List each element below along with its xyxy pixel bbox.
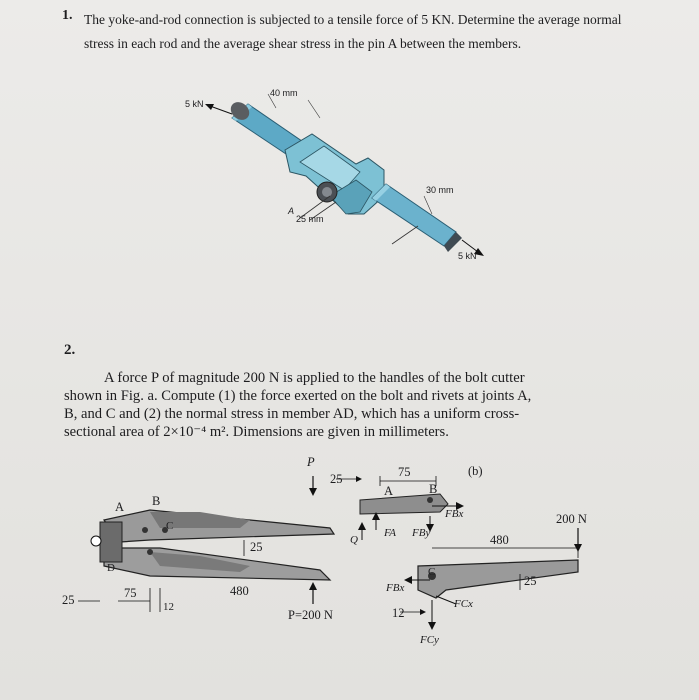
label-fa: FA	[384, 527, 397, 539]
problem-1-number: 1.	[62, 8, 73, 23]
label-force-left: 5 kN	[185, 99, 204, 109]
label-b-dim-25: 25	[330, 472, 343, 486]
lower-handle	[104, 548, 330, 580]
label-b-dim-480: 480	[490, 533, 509, 547]
fbd-lower-handle	[418, 560, 578, 598]
label-force-p: P	[307, 455, 315, 469]
upper-handle	[104, 510, 334, 542]
label-joint-b: B	[152, 494, 161, 508]
label-joint-c: C	[166, 520, 174, 532]
fbd-upper-jaw	[360, 494, 448, 514]
label-dim-75: 75	[124, 586, 137, 600]
label-fbx-low: FBx	[386, 582, 405, 594]
label-pin-a: A	[288, 206, 295, 216]
label-pin-diameter: 25 mm	[296, 214, 324, 224]
label-joint-a: A	[115, 500, 125, 514]
joint-b-pin	[142, 527, 148, 533]
label-dim-25-left: 25	[62, 593, 75, 607]
problem-1-statement: The yoke-and-rod connection is subjected to a tensile force of 5 KN. Determine the average normal stress in each rod and the average shear stress in the pin A between the members.	[84, 12, 622, 51]
label-b-dim-75: 75	[398, 465, 411, 479]
label-dim-480: 480	[230, 584, 249, 598]
problem-2-line: sectional area of 2×10⁻⁴ m². Dimensions are given in millimeters.	[64, 424, 449, 440]
problem-2-line: shown in Fig. a. Compute (1) the force exerted on the bolt and rivets at joints A,	[64, 388, 532, 404]
label-b-joint-c: C	[428, 566, 436, 578]
label-fbx-top: FBx	[445, 508, 464, 520]
joint-d-pin	[147, 549, 153, 555]
label-force-200n: 200 N	[556, 512, 587, 526]
problem-2-line: B, and C and (2) the normal stress in member AD, which has a uniform cross-	[64, 406, 520, 422]
problem-2-number: 2.	[64, 342, 76, 358]
label-rod-diameter: 30 mm	[426, 185, 454, 195]
label-dim-12: 12	[163, 601, 174, 613]
label-b-joint-b: B	[429, 482, 438, 496]
label-fcy: FCy	[420, 634, 439, 646]
label-fcx: FCx	[454, 598, 473, 610]
label-b-dim-12: 12	[392, 606, 405, 620]
bolt	[91, 536, 101, 546]
label-force-right: 5 kN	[458, 251, 477, 261]
label-dim-25-vertical: 25	[250, 540, 263, 554]
jaw-block	[100, 522, 122, 562]
label-b-dim-25-vertical: 25	[524, 574, 537, 588]
label-joint-d: D	[107, 562, 115, 574]
label-fig-b: (b)	[468, 464, 483, 478]
label-b-joint-a: A	[384, 484, 394, 498]
label-yoke-width: 40 mm	[270, 88, 298, 98]
label-q: Q	[350, 534, 358, 546]
label-fby: FBy	[412, 527, 431, 539]
problem-2-line: A force P of magnitude 200 N is applied to the handles of the bolt cutter	[104, 370, 525, 386]
label-p-value: P=200 N	[288, 608, 333, 622]
